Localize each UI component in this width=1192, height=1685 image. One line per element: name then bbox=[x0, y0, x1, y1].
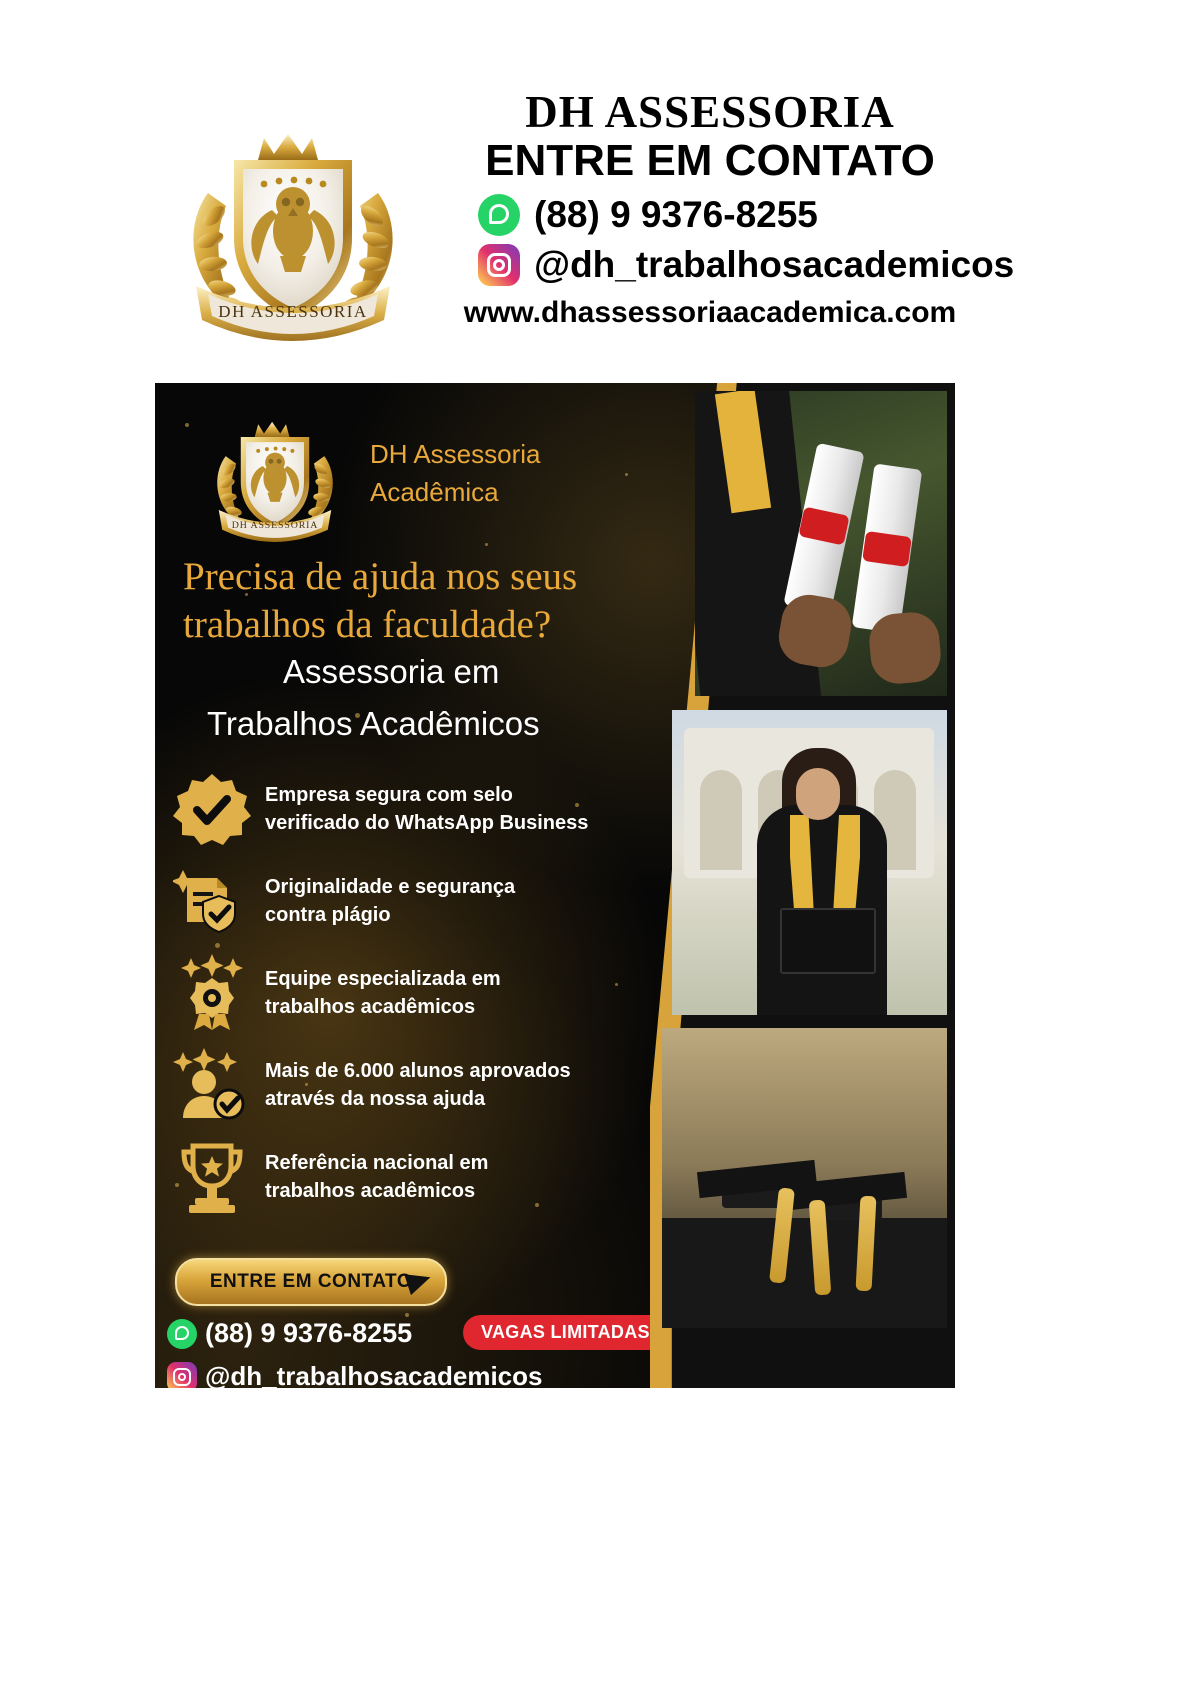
feature-text-line1: Referência nacional em bbox=[265, 1152, 489, 1174]
header-website[interactable]: www.dhassessoriaacademica.com bbox=[463, 296, 957, 329]
feature-item bbox=[173, 1131, 673, 1223]
feature-item bbox=[173, 1039, 673, 1131]
poster-logo bbox=[200, 401, 350, 546]
feature-text-line2: verificado do WhatsApp Business bbox=[265, 812, 589, 834]
feature-item bbox=[173, 763, 673, 855]
photo-diplomas bbox=[695, 391, 947, 696]
company-logo bbox=[168, 98, 418, 348]
header-phone: (88) 9 9376-8255 bbox=[534, 194, 818, 235]
header-instagram-row[interactable] bbox=[440, 244, 1015, 286]
plagiarism-shield-icon bbox=[173, 862, 251, 940]
headline-line-1: Precisa de ajuda nos seus bbox=[183, 555, 578, 598]
header-title-line2: ENTRE EM CONTATO bbox=[485, 136, 935, 185]
photo-graduate-woman bbox=[672, 710, 947, 1015]
photo-graduation-caps bbox=[662, 1028, 947, 1328]
poster-phone: (88) 9 9376-8255 bbox=[205, 1318, 413, 1348]
instagram-icon bbox=[478, 244, 520, 286]
poster-logo-ribbon-text: DH ASSESSORIA bbox=[231, 520, 319, 532]
trophy-icon bbox=[173, 1138, 251, 1216]
feature-text-line2: trabalhos acadêmicos bbox=[265, 996, 476, 1018]
headline-line-2: trabalhos da faculdade? bbox=[183, 603, 552, 646]
cta-button[interactable] bbox=[175, 1258, 447, 1306]
logo-ribbon-text: DH ASSESSORIA bbox=[218, 302, 368, 321]
poster-whatsapp-row[interactable] bbox=[167, 1318, 412, 1349]
feature-text-line1: Originalidade e segurança bbox=[265, 876, 516, 898]
poster-headline bbox=[183, 553, 683, 649]
contact-header bbox=[0, 88, 1192, 368]
whatsapp-icon bbox=[167, 1319, 197, 1349]
photo-column bbox=[650, 383, 955, 1388]
poster-subtitle-2: Trabalhos Acadêmicos bbox=[207, 705, 540, 742]
poster-instagram-row[interactable] bbox=[167, 1361, 542, 1388]
poster-instagram: @dh_trabalhosacademicos bbox=[205, 1361, 543, 1388]
header-instagram: @dh_trabalhosacademicos bbox=[534, 244, 1015, 285]
feature-item bbox=[173, 855, 673, 947]
instagram-icon bbox=[167, 1362, 197, 1389]
whatsapp-icon bbox=[478, 194, 520, 236]
poster-brand-name bbox=[370, 435, 610, 511]
header-title-line1: DH ASSESSORIA bbox=[525, 87, 895, 137]
brand-line-1: DH Assessoria bbox=[370, 439, 541, 469]
cta-label: ENTRE EM CONTATO bbox=[209, 1271, 413, 1292]
limited-spots-badge: VAGAS LIMITADAS bbox=[463, 1315, 668, 1350]
poster-subtitle-1: Assessoria em bbox=[283, 653, 500, 690]
feature-text-line2: trabalhos acadêmicos bbox=[265, 1180, 476, 1202]
header-whatsapp-row[interactable] bbox=[440, 194, 980, 236]
brand-line-2: Acadêmica bbox=[370, 477, 499, 507]
feature-text-line2: através da nossa ajuda bbox=[265, 1088, 486, 1110]
verified-check-icon bbox=[173, 770, 251, 848]
feature-text-line1: Empresa segura com selo bbox=[265, 784, 513, 806]
feature-text-line1: Mais de 6.000 alunos aprovados bbox=[265, 1060, 571, 1082]
feature-text-line2: contra plágio bbox=[265, 904, 391, 926]
promo-poster bbox=[155, 383, 955, 1388]
medal-star-icon bbox=[173, 954, 251, 1032]
feature-list bbox=[173, 763, 673, 1223]
feature-item bbox=[173, 947, 673, 1039]
feature-text-line1: Equipe especializada em bbox=[265, 968, 501, 990]
approved-students-icon bbox=[173, 1046, 251, 1124]
